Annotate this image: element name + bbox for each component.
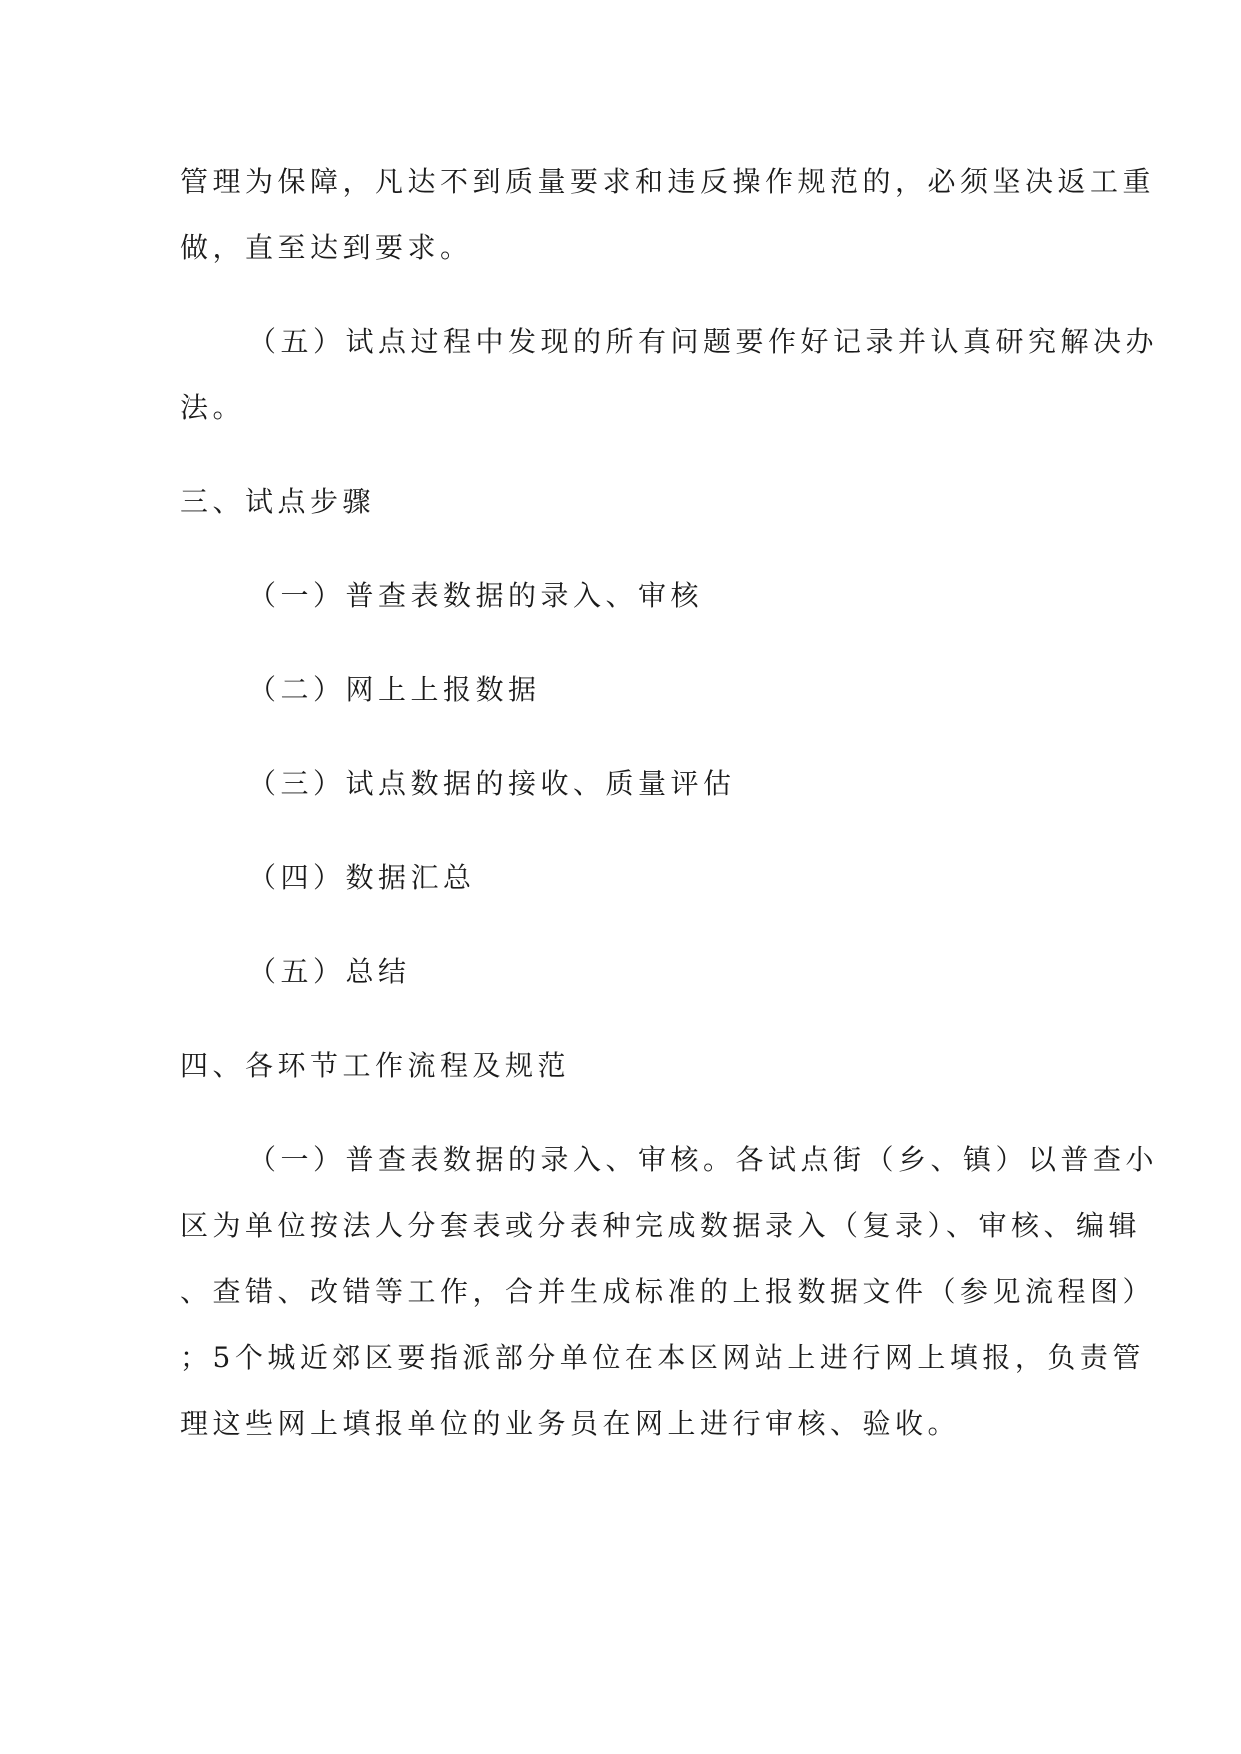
list-item: （一）普查表数据的录入、审核 xyxy=(248,579,704,612)
paragraph-line: 管理为保障，凡达不到质量要求和违反操作规范的，必须坚决返工重 xyxy=(180,165,1156,198)
paragraph-line: （一）普查表数据的录入、审核。各试点街（乡、镇）以普查小 xyxy=(248,1143,1159,1176)
paragraph-line: 做，直至达到要求。 xyxy=(180,231,473,264)
paragraph-line: （五）试点过程中发现的所有问题要作好记录并认真研究解决办 xyxy=(248,325,1159,358)
list-item: （三）试点数据的接收、质量评估 xyxy=(248,767,736,800)
paragraph-line: 法。 xyxy=(180,391,246,424)
list-item: （二）网上上报数据 xyxy=(248,673,541,706)
section-heading: 四、各环节工作流程及规范 xyxy=(180,1049,571,1082)
list-item: （四）数据汇总 xyxy=(248,861,476,894)
paragraph-line: 、查错、改错等工作，合并生成标准的上报数据文件（参见流程图） xyxy=(180,1275,1156,1308)
paragraph-line: 理这些网上填报单位的业务员在网上进行审核、验收。 xyxy=(180,1407,961,1440)
paragraph-line: ；5个城近郊区要指派部分单位在本区网站上进行网上填报，负责管 xyxy=(180,1341,1145,1374)
paragraph-line: 区为单位按法人分套表或分表种完成数据录入（复录）、审核、编辑 xyxy=(180,1209,1142,1242)
list-item: （五）总结 xyxy=(248,955,411,988)
section-heading: 三、试点步骤 xyxy=(180,485,376,518)
